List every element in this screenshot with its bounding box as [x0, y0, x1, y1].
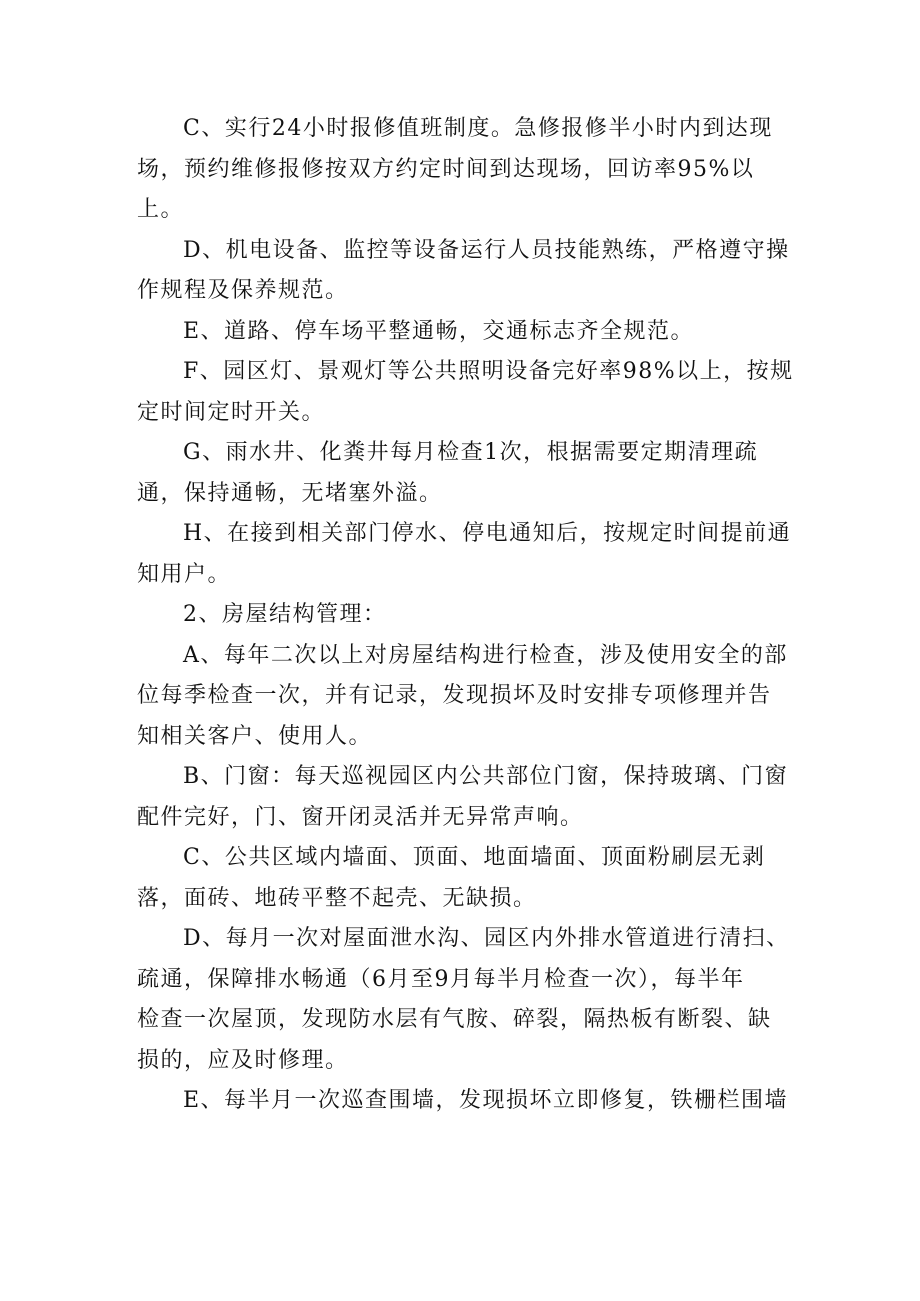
text-line: 2、房屋结构管理： — [183, 602, 387, 627]
text-line: 定时间定时开关。 — [137, 399, 326, 425]
text-line: 位每季检查一次，并有记录，发现损坏及时安排专项修理并告 — [137, 683, 772, 708]
text-line: 知相关客户、使用人。 — [137, 723, 373, 749]
text-line: 知用户。 — [137, 561, 232, 587]
text-line: A、每年二次以上对房屋结构进行检查，涉及使用安全的部 — [183, 642, 788, 668]
text-line: 作规程及保养规范。 — [137, 278, 349, 303]
text-line: 上。 — [137, 197, 185, 222]
text-line: 疏通，保障排水畅通（6月至9月每半月检查一次），每半年 — [137, 966, 745, 992]
text-line: F、园区灯、景观灯等公共照明设备完好率98%以上，按规 — [183, 359, 794, 384]
text-line: C、实行24小时报修值班制度。急修报修半小时内到达现 — [183, 116, 773, 141]
text-line: C、公共区域内墙面、顶面、地面墙面、顶面粉刷层无剥 — [183, 845, 766, 870]
text-line: E、道路、停车场平整通畅，交通标志齐全规范。 — [183, 318, 695, 344]
text-line: 场，预约维修报修按双方约定时间到达现场，回访率95%以 — [137, 156, 755, 182]
document-body — [137, 109, 794, 1122]
text-line: B、门窗：每天巡视园区内公共部位门窗，保持玻璃、门窗 — [183, 764, 789, 789]
text-line: 损的，应及时修理。 — [137, 1047, 349, 1073]
text-line: 通，保持通畅，无堵塞外溢。 — [137, 480, 443, 506]
text-line: D、机电设备、监控等设备运行人员技能熟练，严格遵守操 — [183, 237, 790, 263]
text-line: 检查一次屋顶，发现防水层有气胺、碎裂，隔热板有断裂、缺 — [137, 1007, 772, 1032]
text-line: 配件完好，门、窗开闭灵活并无异常声响。 — [137, 804, 584, 830]
text-line: E、每半月一次巡查围墙，发现损坏立即修复，铁栅栏围墙 — [183, 1088, 789, 1113]
text-line: G、雨水井、化粪井每月检查1次，根据需要定期清理疏 — [183, 440, 759, 465]
text-line: H、在接到相关部门停水、停电通知后，按规定时间提前通 — [183, 521, 792, 546]
text-line: 落，面砖、地砖平整不起壳、无缺损。 — [137, 885, 537, 911]
text-line: D、每月一次对屋面泄水沟、园区内外排水管道进行清扫、 — [183, 926, 790, 951]
